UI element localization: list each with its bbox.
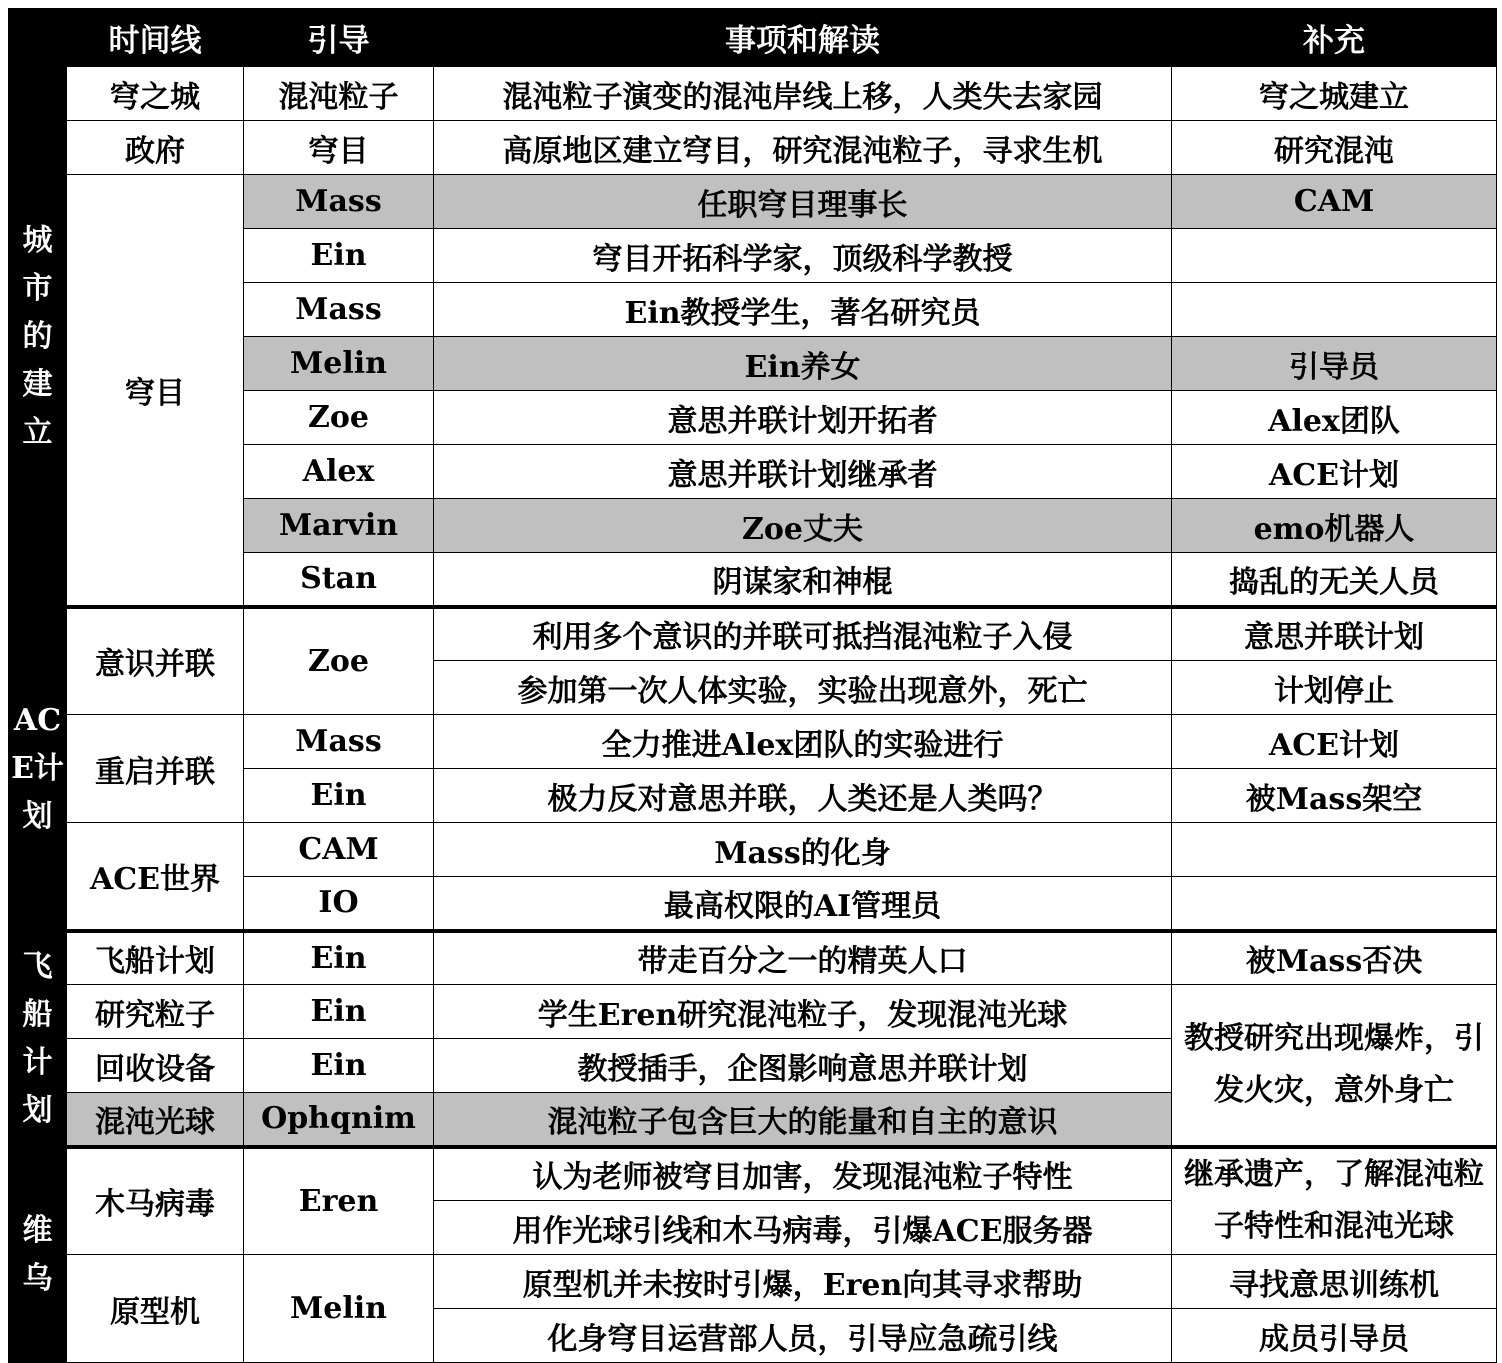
cell-guide[interactable]: Zoe	[244, 607, 434, 715]
cell-guide[interactable]: Alex	[244, 445, 434, 499]
header-row	[9, 9, 1497, 67]
table-row	[9, 823, 1497, 877]
cell-event[interactable]: 任职穹目理事长	[434, 175, 1172, 229]
story-table	[8, 8, 1497, 1363]
cell-supplement[interactable]: ACE计划	[1172, 445, 1497, 499]
table-row	[9, 985, 1497, 1039]
cell-timeline[interactable]: 混沌光球	[67, 1093, 244, 1147]
cell-event[interactable]: 混沌粒子包含巨大的能量和自主的意识	[434, 1093, 1172, 1147]
cell-guide[interactable]: Melin	[244, 337, 434, 391]
cell-timeline[interactable]: 重启并联	[67, 715, 244, 823]
cell-supplement[interactable]: 被Mass否决	[1172, 931, 1497, 985]
cell-supplement[interactable]: 计划停止	[1172, 661, 1497, 715]
cell-timeline[interactable]: 政府	[67, 121, 244, 175]
cell-event[interactable]: Ein教授学生，著名研究员	[434, 283, 1172, 337]
cell-timeline[interactable]: 木马病毒	[67, 1147, 244, 1255]
cell-event[interactable]: 利用多个意识的并联可抵挡混沌粒子入侵	[434, 607, 1172, 661]
cell-event[interactable]: 全力推进Alex团队的实验进行	[434, 715, 1172, 769]
cell-supplement[interactable]: 引导员	[1172, 337, 1497, 391]
cell-timeline[interactable]: 研究粒子	[67, 985, 244, 1039]
header-supplement[interactable]: 补充	[1172, 9, 1497, 67]
table-row	[9, 1255, 1497, 1309]
cell-supplement[interactable]: 意思并联计划	[1172, 607, 1497, 661]
cell-event[interactable]: 阴谋家和神棍	[434, 553, 1172, 607]
table-row	[9, 121, 1497, 175]
table-row	[9, 67, 1497, 121]
table-row	[9, 607, 1497, 661]
cell-timeline[interactable]: ACE世界	[67, 823, 244, 931]
section-label-city[interactable]: 城市的建立	[9, 67, 67, 607]
cell-guide[interactable]: Melin	[244, 1255, 434, 1363]
table-row	[9, 715, 1497, 769]
cell-supplement[interactable]: 继承遗产，了解混沌粒子特性和混沌光球	[1172, 1147, 1497, 1255]
cell-timeline[interactable]: 飞船计划	[67, 931, 244, 985]
cell-timeline[interactable]: 穹之城	[67, 67, 244, 121]
cell-supplement[interactable]: 穹之城建立	[1172, 67, 1497, 121]
cell-guide[interactable]: IO	[244, 877, 434, 931]
cell-guide[interactable]: Stan	[244, 553, 434, 607]
cell-guide[interactable]: Ein	[244, 931, 434, 985]
cell-event[interactable]: 原型机并未按时引爆，Eren向其寻求帮助	[434, 1255, 1172, 1309]
section-label-weiwu[interactable]: 维乌	[9, 1147, 67, 1363]
cell-guide[interactable]: Ein	[244, 769, 434, 823]
cell-guide[interactable]: CAM	[244, 823, 434, 877]
cell-guide[interactable]: Mass	[244, 175, 434, 229]
cell-supplement[interactable]: 寻找意思训练机	[1172, 1255, 1497, 1309]
cell-timeline[interactable]: 意识并联	[67, 607, 244, 715]
cell-timeline[interactable]: 穹目	[67, 175, 244, 607]
cell-supplement[interactable]: 研究混沌	[1172, 121, 1497, 175]
cell-timeline[interactable]: 回收设备	[67, 1039, 244, 1093]
cell-supplement[interactable]: 教授研究出现爆炸，引发火灾，意外身亡	[1172, 985, 1497, 1147]
cell-guide[interactable]: 穹目	[244, 121, 434, 175]
table-row	[9, 931, 1497, 985]
cell-event[interactable]: 穹目开拓科学家，顶级科学教授	[434, 229, 1172, 283]
cell-event[interactable]: 教授插手，企图影响意思并联计划	[434, 1039, 1172, 1093]
header-timeline[interactable]: 时间线	[67, 9, 244, 67]
section-label-ace[interactable]: ACE计划	[9, 607, 67, 931]
cell-guide[interactable]: Mass	[244, 715, 434, 769]
cell-guide[interactable]: Ein	[244, 1039, 434, 1093]
cell-supplement[interactable]: 成员引导员	[1172, 1309, 1497, 1363]
cell-event[interactable]: 化身穹目运营部人员，引导应急疏引线	[434, 1309, 1172, 1363]
table-row	[9, 175, 1497, 229]
cell-supplement[interactable]	[1172, 229, 1497, 283]
cell-supplement[interactable]: 被Mass架空	[1172, 769, 1497, 823]
cell-event[interactable]: 学生Eren研究混沌粒子，发现混沌光球	[434, 985, 1172, 1039]
cell-supplement[interactable]	[1172, 877, 1497, 931]
header-corner	[9, 9, 67, 67]
section-label-ship[interactable]: 飞船计划	[9, 931, 67, 1147]
header-guide[interactable]: 引导	[244, 9, 434, 67]
cell-event[interactable]: Zoe丈夫	[434, 499, 1172, 553]
header-events[interactable]: 事项和解读	[434, 9, 1172, 67]
cell-supplement[interactable]: Alex团队	[1172, 391, 1497, 445]
cell-guide[interactable]: Marvin	[244, 499, 434, 553]
cell-event[interactable]: 混沌粒子演变的混沌岸线上移，人类失去家园	[434, 67, 1172, 121]
cell-guide[interactable]: Ein	[244, 229, 434, 283]
cell-event[interactable]: 用作光球引线和木马病毒，引爆ACE服务器	[434, 1201, 1172, 1255]
cell-supplement[interactable]: emo机器人	[1172, 499, 1497, 553]
cell-event[interactable]: 意思并联计划开拓者	[434, 391, 1172, 445]
cell-supplement[interactable]	[1172, 283, 1497, 337]
cell-event[interactable]: 认为老师被穹目加害，发现混沌粒子特性	[434, 1147, 1172, 1201]
cell-event[interactable]: 意思并联计划继承者	[434, 445, 1172, 499]
cell-supplement[interactable]	[1172, 823, 1497, 877]
cell-event[interactable]: Ein养女	[434, 337, 1172, 391]
cell-guide[interactable]: Ein	[244, 985, 434, 1039]
cell-guide[interactable]: Eren	[244, 1147, 434, 1255]
cell-guide[interactable]: Mass	[244, 283, 434, 337]
cell-event[interactable]: 最高权限的AI管理员	[434, 877, 1172, 931]
cell-timeline[interactable]: 原型机	[67, 1255, 244, 1363]
table-row	[9, 1147, 1497, 1201]
cell-event[interactable]: 极力反对意思并联，人类还是人类吗？	[434, 769, 1172, 823]
cell-event[interactable]: 高原地区建立穹目，研究混沌粒子，寻求生机	[434, 121, 1172, 175]
cell-supplement[interactable]: 捣乱的无关人员	[1172, 553, 1497, 607]
cell-event[interactable]: Mass的化身	[434, 823, 1172, 877]
cell-event[interactable]: 参加第一次人体实验，实验出现意外，死亡	[434, 661, 1172, 715]
cell-supplement[interactable]: ACE计划	[1172, 715, 1497, 769]
cell-guide[interactable]: Zoe	[244, 391, 434, 445]
cell-supplement[interactable]: CAM	[1172, 175, 1497, 229]
cell-guide[interactable]: 混沌粒子	[244, 67, 434, 121]
cell-event[interactable]: 带走百分之一的精英人口	[434, 931, 1172, 985]
cell-guide[interactable]: Ophqnim	[244, 1093, 434, 1147]
